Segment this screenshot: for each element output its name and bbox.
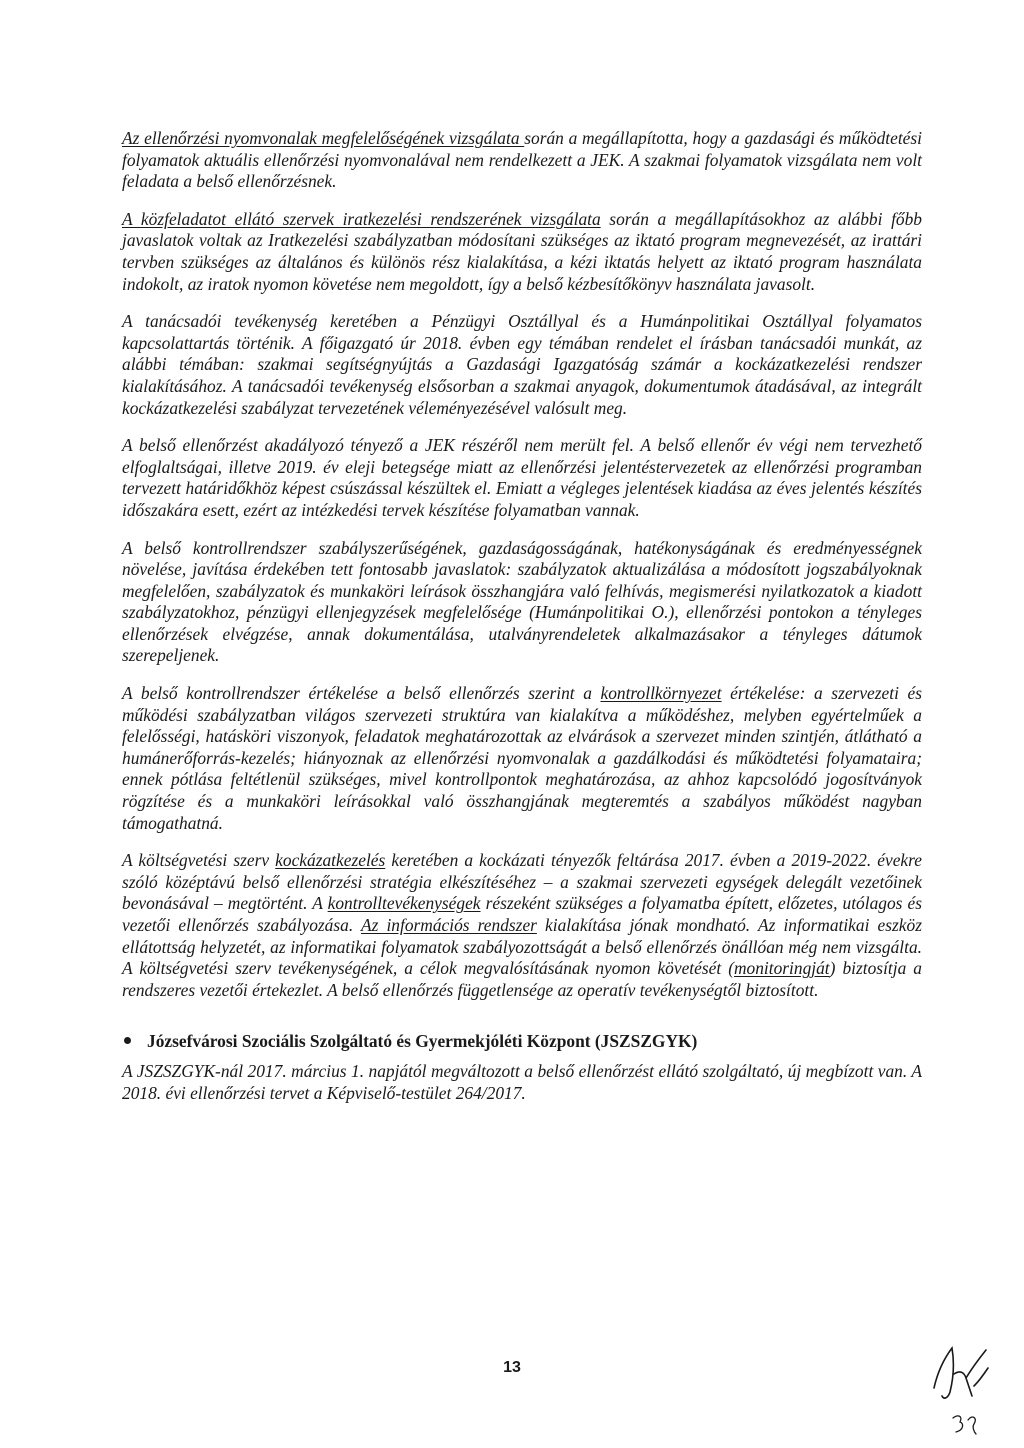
paragraph-text: során a megállapításokhoz az alábbi főbb javaslatok voltak az Iratkezelési szabályzatban módosítani szükséges az iktató program megnevezését, az irattári tervben szükséges az általános és különös rész kialakítása, a kézi iktatás helyett az iktató program használata indokolt, az iratok nyomon követése nem megoldott, így a belső kézbesítőkönyv használata javasolt. — [122, 208, 922, 294]
section-heading-text: Józsefvárosi Szociális Szolgáltató és Gyermekjóléti Központ (JSZSZGYK) — [147, 1031, 698, 1052]
section-heading — [122, 1031, 922, 1053]
handwritten-page-mark-icon — [950, 1412, 980, 1436]
underlined-text: A közfeladatot ellátó szervek iratkezelési rendszerének vizsgálata — [122, 208, 601, 229]
paragraph-text: A tanácsadói tevékenység keretében a Pénzügyi Osztállyal és a Humánpolitikai Osztállyal folyamatos kapcsolattartás történik. A főigazgató úr 2018. évben egy témában rendelet el írásban tanácsadói munkát, az alábbi témában: szakmai segítségnyújtás a Gazdasági Igazgatóság számár a kockázatkezelési rendszer kialakításához. A tanácsadói tevékenység elsősorban a szakmai anyagok, dokumentumok átadásával, az integrált kockázatkezelési szabályzat tervezetének véleményezésével valósult meg. — [122, 311, 922, 418]
paragraph-text: értékelése: a szervezeti és működési szabályzatban világos szervezeti struktúra van kialakítva a működéshez, melyben egyértelműek a felelősségi, hatásköri viszonyok, feladatok meghatározottak az elvárások a szervezet minden szintjén, átlátható a humánerőforrás-kezelés; hiányoznak az ellenőrzési nyomvonalak a gazdálkodási és működtetési folyamataira; ennek pótlása feltétlenül szükséges, mivel kontrollpontok meghatározása, az ahhoz kapcsolódó jogosítványok rögzítése és a munkaköri leírásokkal való összhangjának megteremtés a szabályos működést nagyban támogathatná. — [122, 683, 922, 833]
paragraph-text: ) biztosítja a rendszeres vezetői értekezlet. A belső ellenőrzés függetlensége az operatív tevékenységtől biztosított. — [122, 958, 922, 1000]
paragraph-text: A belső ellenőrzést akadályozó tényező a JEK részéről nem merült fel. A belső ellenőr év végi nem tervezhető elfoglaltságai, illetve 2019. év eleji betegsége miatt az ellenőrzési jelentéstervezetek az ellenőrzési programban tervezett határidőkhöz képest csúszással készültek el. Emiatt a végleges jelentések kiadása az éves jelentés készítés időszakára esett, ezért az intézkedési tervek készítése folyamatban vannak. — [122, 435, 922, 520]
underlined-text: kontrollkörnyezet — [600, 683, 722, 704]
paragraph-text: A belső kontrollrendszer értékelése a belső ellenőrzés szerint a — [122, 683, 601, 704]
underlined-text: Az információs rendszer — [360, 915, 537, 935]
paragraph-text: A költségvetési szerv — [122, 850, 276, 871]
paragraph-text: keretében a kockázati tényezők feltárása 2017. évben a 2019-2022. évekre szóló középtávú belső ellenőrzési stratégia elkészítéséhez – a szakmai szervezeti egységek delegált vezetőinek bevonásával – megtörtént. A — [122, 850, 922, 914]
paragraph-text: A belső kontrollrendszer szabályszerűségének, gazdaságosságának, hatékonyságának és eredményességnek növelése, javítása érdekében tett fontosabb javaslatok: szabályzatok aktualizálása a módosított jogszabályoknak megfelelően, szabályzatok és munkaköri leírások összhangjára való felhívás, megismerési nyilatkozatok a kiadott szabályzatokhoz, pénzügyi ellenjegyzések megfelelősége (Humánpolitikai O.), ellenőrzési pontokon a tényleges ellenőrzések elvégzése, annak dokumentálása, utalványrendeletek alkalmazásakor a tényleges dátumok szerepeljenek. — [122, 537, 922, 666]
page-number: 13 — [503, 1359, 521, 1376]
paragraph-list — [122, 128, 922, 1001]
underlined-text: kockázatkezelés — [275, 850, 386, 871]
paragraph-1 — [122, 128, 922, 193]
paragraph-7 — [122, 850, 922, 1001]
closing-paragraph: A JSZSZGYK-nál 2017. március 1. napjától megváltozott a belső ellenőrzést ellátó szolgáltató, új megbízott van. A 2018. évi ellenőrzési tervet a Képviselő-testület 264/2017. — [122, 1060, 922, 1103]
paragraph-text: részeként szükséges a folyamatba épített, előzetes, utólagos és vezetői ellenőrzés szabályozása. — [122, 893, 922, 935]
handwritten-signature-icon — [924, 1340, 994, 1404]
paragraph-4 — [122, 435, 922, 521]
bullet-icon — [124, 1037, 131, 1044]
paragraph-5 — [122, 538, 922, 668]
underlined-text: kontrolltevékenységek — [327, 893, 481, 914]
paragraph-text: során a megállapította, hogy a gazdasági és működtetési folyamatok aktuális ellenőrzési nyomvonalával nem rendelkezett a JEK. A szakmai folyamatok vizsgálata nem volt feladata a belső ellenőrzésnek. — [122, 128, 922, 192]
paragraph-3 — [122, 311, 922, 419]
paragraph-2 — [122, 209, 922, 295]
paragraph-text: kialakítása jónak mondható. Az informatikai eszköz ellátottság helyzetét, az informatikai folyamatok szabályozottságát a belső ellenőrzés önállóan még nem vizsgálta. A költségvetési szerv tevékenységének, a célok megvalósításának nyomon követését ( — [122, 915, 922, 979]
paragraph-6 — [122, 683, 922, 834]
underlined-text: monitoringját — [733, 958, 830, 979]
document-body — [122, 128, 922, 1104]
underlined-text: Az ellenőrzési nyomvonalak megfelelőségének vizsgálata — [122, 128, 525, 148]
